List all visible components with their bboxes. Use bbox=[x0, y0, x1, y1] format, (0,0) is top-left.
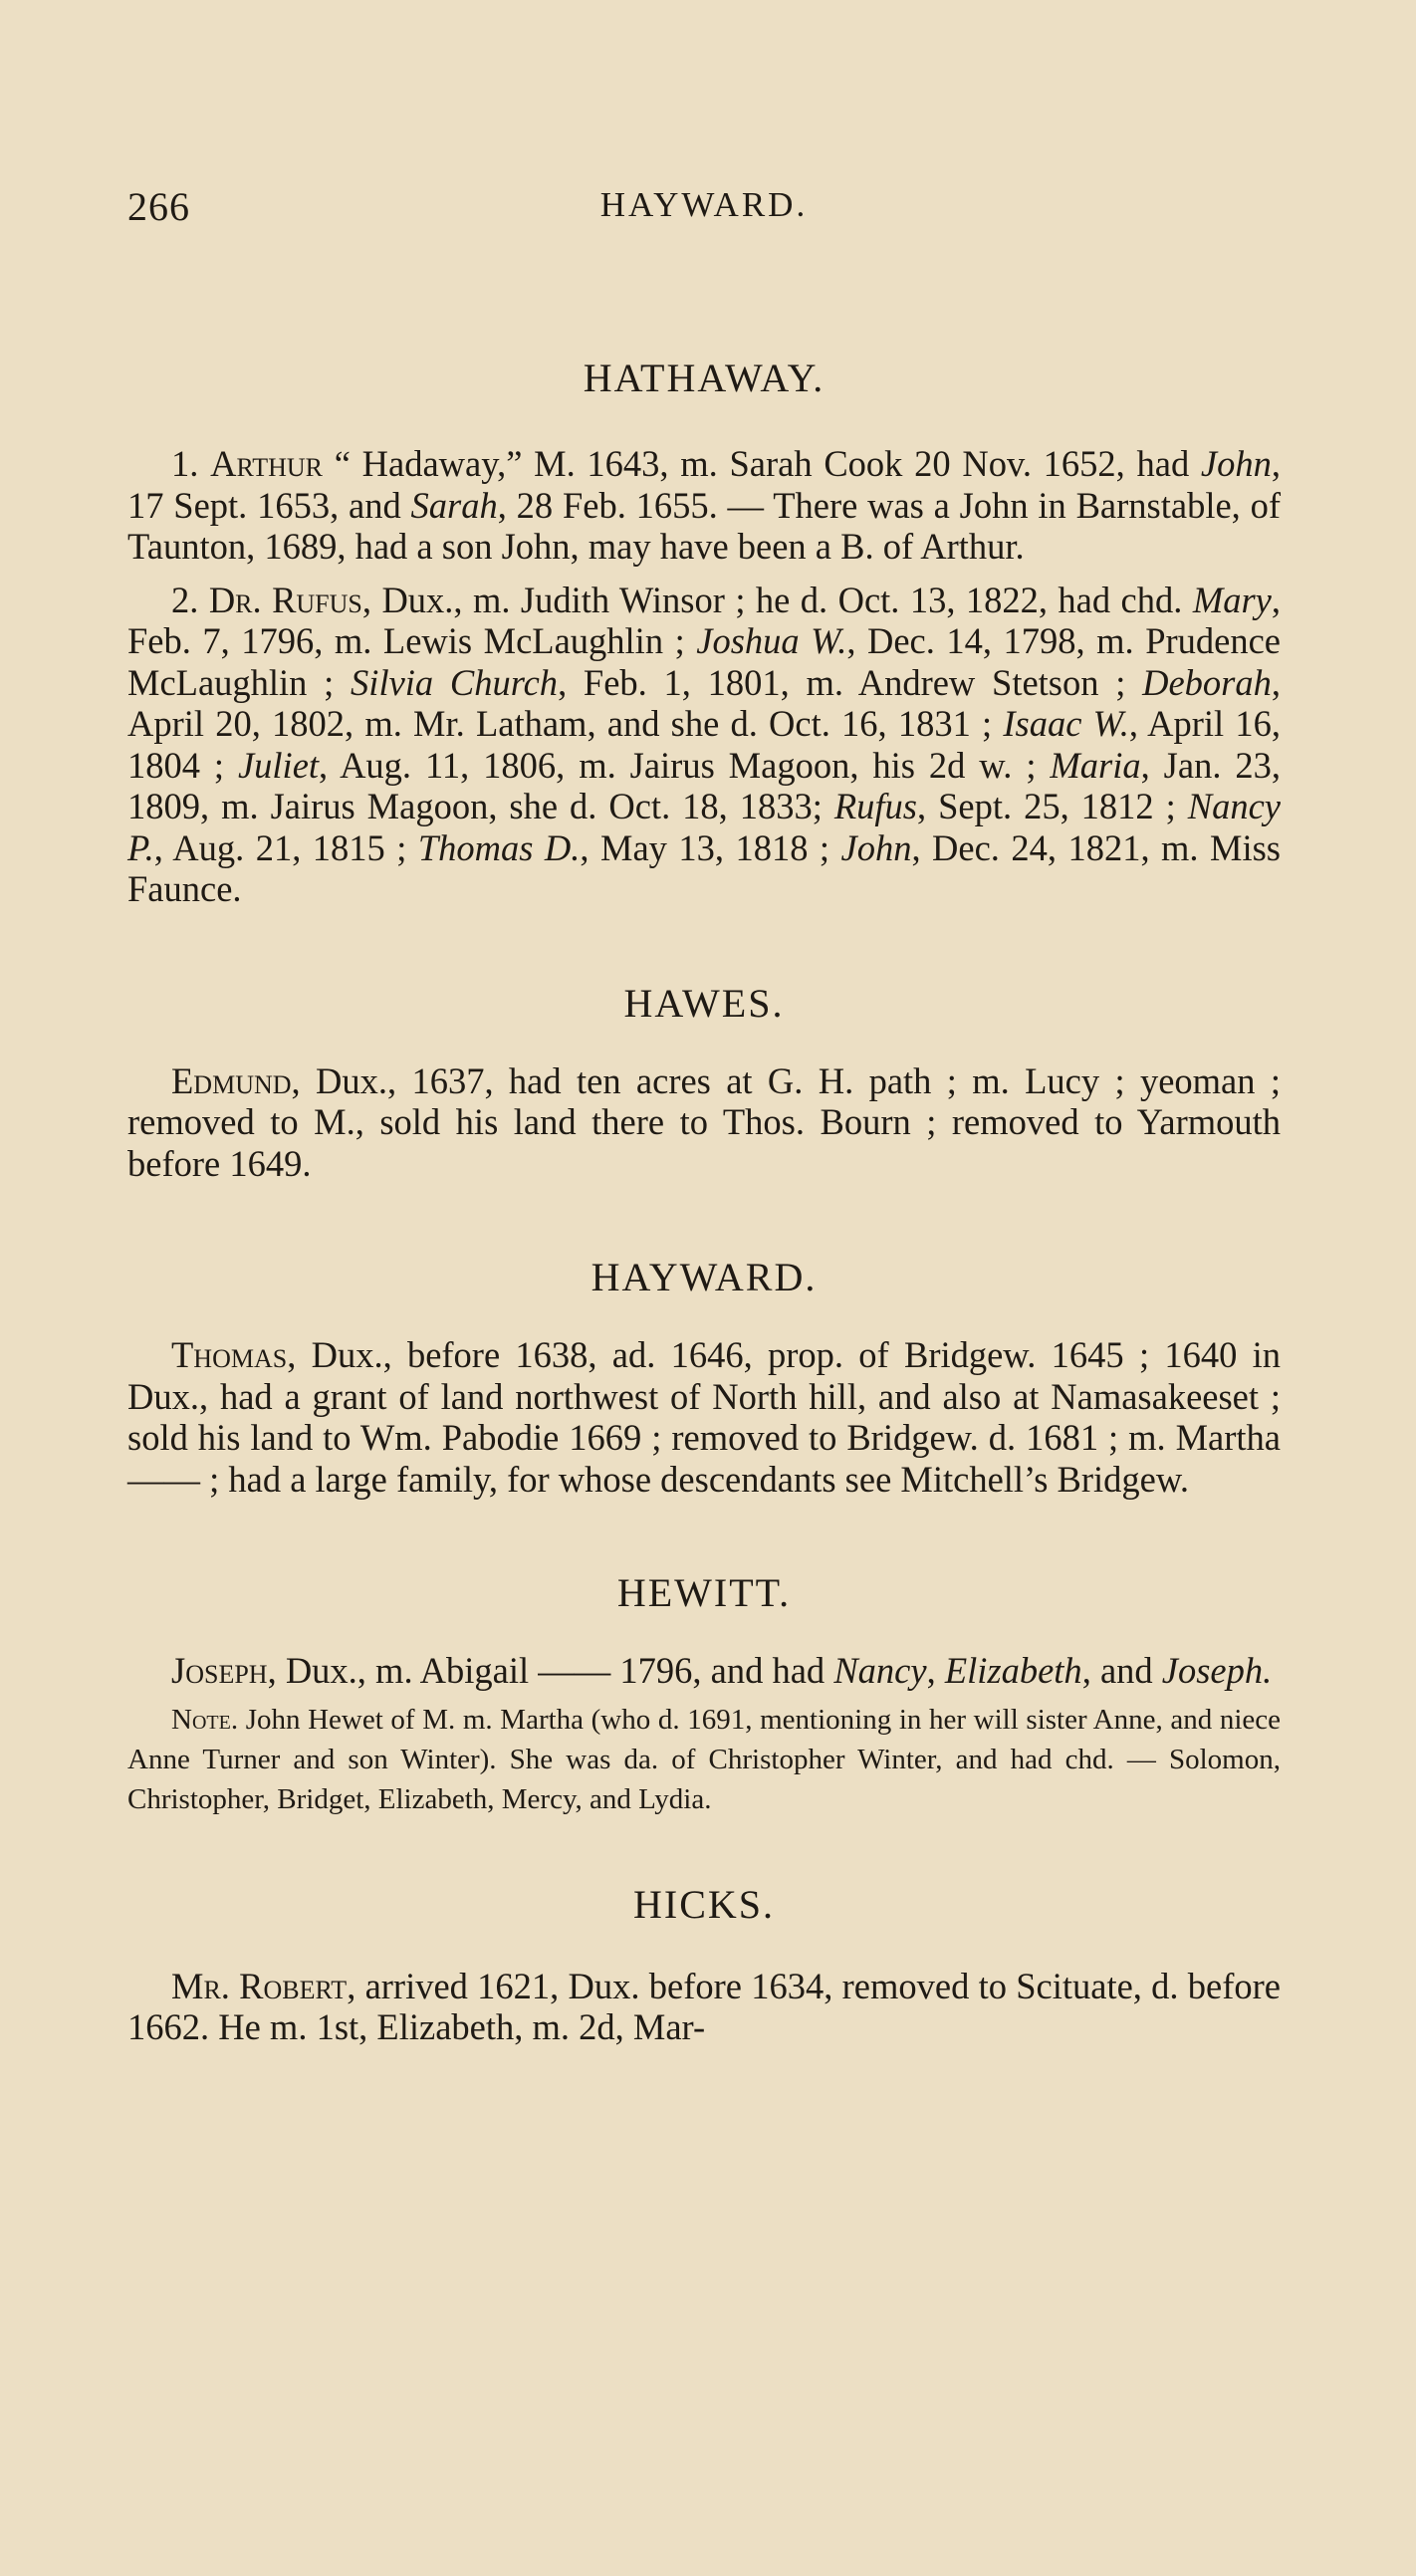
person-name: Mr. Robert bbox=[171, 1965, 348, 2006]
section-heading-hicks: HICKS. bbox=[632, 1881, 776, 1927]
entry-text: , 17 Sept. 1653, and bbox=[127, 443, 1281, 526]
entry-text: , Dux., m. Judith Winsor ; he d. Oct. 13, 1822, had chd. bbox=[361, 579, 1193, 620]
child-name: Juliet bbox=[237, 744, 320, 786]
entry-joseph-hewitt bbox=[127, 1650, 1281, 1692]
child-name: Rufus bbox=[833, 786, 918, 826]
section-heading-hawes: HAWES. bbox=[623, 980, 785, 1026]
running-head bbox=[127, 179, 1281, 239]
child-name: Joseph. bbox=[1161, 1650, 1273, 1691]
child-name: Isaac W. bbox=[1003, 703, 1129, 744]
child-name: Thomas D. bbox=[417, 826, 581, 868]
person-name: Joseph bbox=[171, 1650, 268, 1691]
entry-text: , April 16, 1804 ; bbox=[127, 703, 1281, 786]
entry-text: , Dec. 14, 1798, m. Prudence McLaughlin ; bbox=[127, 620, 1281, 703]
entry-text: , Dec. 24, 1821, m. Miss Faunce. bbox=[127, 826, 1282, 909]
section-heading-hathaway: HATHAWAY. bbox=[583, 355, 826, 400]
child-name: Joshua W. bbox=[696, 620, 847, 661]
child-name: John bbox=[1200, 443, 1272, 484]
child-name: Silvia Church bbox=[351, 661, 559, 703]
entry-text: , Dux., 1637, had ten acres at G. H. path ; m. Lucy ; yeoman ; removed to M., sold his land there to Thos. Bourn ; removed to Yarmouth before 1649. bbox=[127, 1059, 1281, 1184]
entry-number: 1. bbox=[171, 443, 199, 484]
person-name: Edmund bbox=[171, 1059, 292, 1101]
entry-text: , Feb. 7, 1796, m. Lewis McLaughlin ; bbox=[127, 579, 1281, 661]
note-text: John Hewet of M. m. Martha (who d. 1691, mentioning in her will sister Anne, and niece Anne Turner and son Winter). She was da. of Christopher Winter, and had chd. — Solomon, Christopher, Bridget, Elizabeth, Mercy, and Lydia. bbox=[127, 1703, 1281, 1815]
note-label: Note. bbox=[171, 1703, 239, 1736]
entry-text: , Dux., before 1638, ad. 1646, prop. of Bridgew. 1645 ; 1640 in Dux., had a grant of land northwest of North hill, and also at Namasakeeset ; sold his land to Wm. Pabodie 1669 ; removed to Bridgew. d. 1681 ; m. Martha —— ; had a large family, for whose descendants see Mitchell’s Bridgew. bbox=[127, 1334, 1281, 1500]
person-name: Dr. Rufus bbox=[208, 579, 362, 620]
entry-text: , Sept. 25, 1812 ; bbox=[917, 786, 1188, 826]
child-name: Mary bbox=[1192, 579, 1272, 620]
entry-text: , Feb. 1, 1801, m. Andrew Stetson ; bbox=[558, 661, 1143, 703]
entry-rufus-hathaway bbox=[127, 580, 1281, 910]
entry-robert-hicks bbox=[127, 1966, 1281, 2048]
running-title: HAYWARD. bbox=[599, 185, 809, 224]
entry-edmund-hawes bbox=[127, 1060, 1281, 1185]
entry-text: , Aug. 11, 1806, m. Jairus Magoon, his 2d w. ; bbox=[319, 744, 1051, 786]
entry-text: , arrived 1621, Dux. before 1634, removed to Scituate, d. before 1662. He m. 1st, Elizabeth, m. 2d, Mar- bbox=[127, 1965, 1281, 2047]
entry-arthur-hathaway bbox=[127, 443, 1281, 568]
child-name: John bbox=[840, 826, 912, 868]
child-name: Maria bbox=[1050, 744, 1141, 786]
entry-text: , April 20, 1802, m. Mr. Latham, and she d. Oct. 16, 1831 ; bbox=[127, 661, 1282, 744]
page-number: 266 bbox=[127, 184, 190, 229]
child-name: Deborah bbox=[1142, 661, 1272, 703]
section-heading-hayward: HAYWARD. bbox=[590, 1255, 818, 1299]
person-name: Thomas bbox=[171, 1334, 288, 1375]
entry-text: , Dux., m. Abigail —— 1796, and had bbox=[267, 1650, 834, 1691]
entry-number: 2. bbox=[171, 579, 199, 620]
entry-thomas-hayward bbox=[127, 1334, 1281, 1500]
entry-text: , bbox=[926, 1650, 945, 1691]
child-name: Nancy bbox=[833, 1650, 927, 1691]
entry-text: , May 13, 1818 ; bbox=[580, 826, 841, 868]
entry-text: , and bbox=[1081, 1650, 1162, 1691]
note-hewet bbox=[127, 1700, 1281, 1819]
entry-text: , 28 Feb. 1655. — There was a John in Barnstable, of Taunton, 1689, had a son John, may have been a B. of Arthur. bbox=[127, 484, 1281, 567]
entry-text: , Jan. 23, 1809, m. Jairus Magoon, she d. Oct. 18, 1833; bbox=[127, 744, 1281, 826]
person-name: Arthur bbox=[210, 443, 324, 484]
entry-text: “ Hadaway,” M. 1643, m. Sarah Cook 20 Nov. 1652, had bbox=[323, 443, 1201, 484]
entry-text: , Aug. 21, 1815 ; bbox=[153, 826, 418, 868]
section-heading-hewitt: HEWITT. bbox=[616, 1570, 792, 1615]
child-name: Nancy P. bbox=[127, 786, 1281, 868]
page bbox=[127, 179, 1281, 2048]
child-name: Sarah bbox=[410, 484, 498, 526]
child-name: Elizabeth bbox=[944, 1650, 1082, 1691]
